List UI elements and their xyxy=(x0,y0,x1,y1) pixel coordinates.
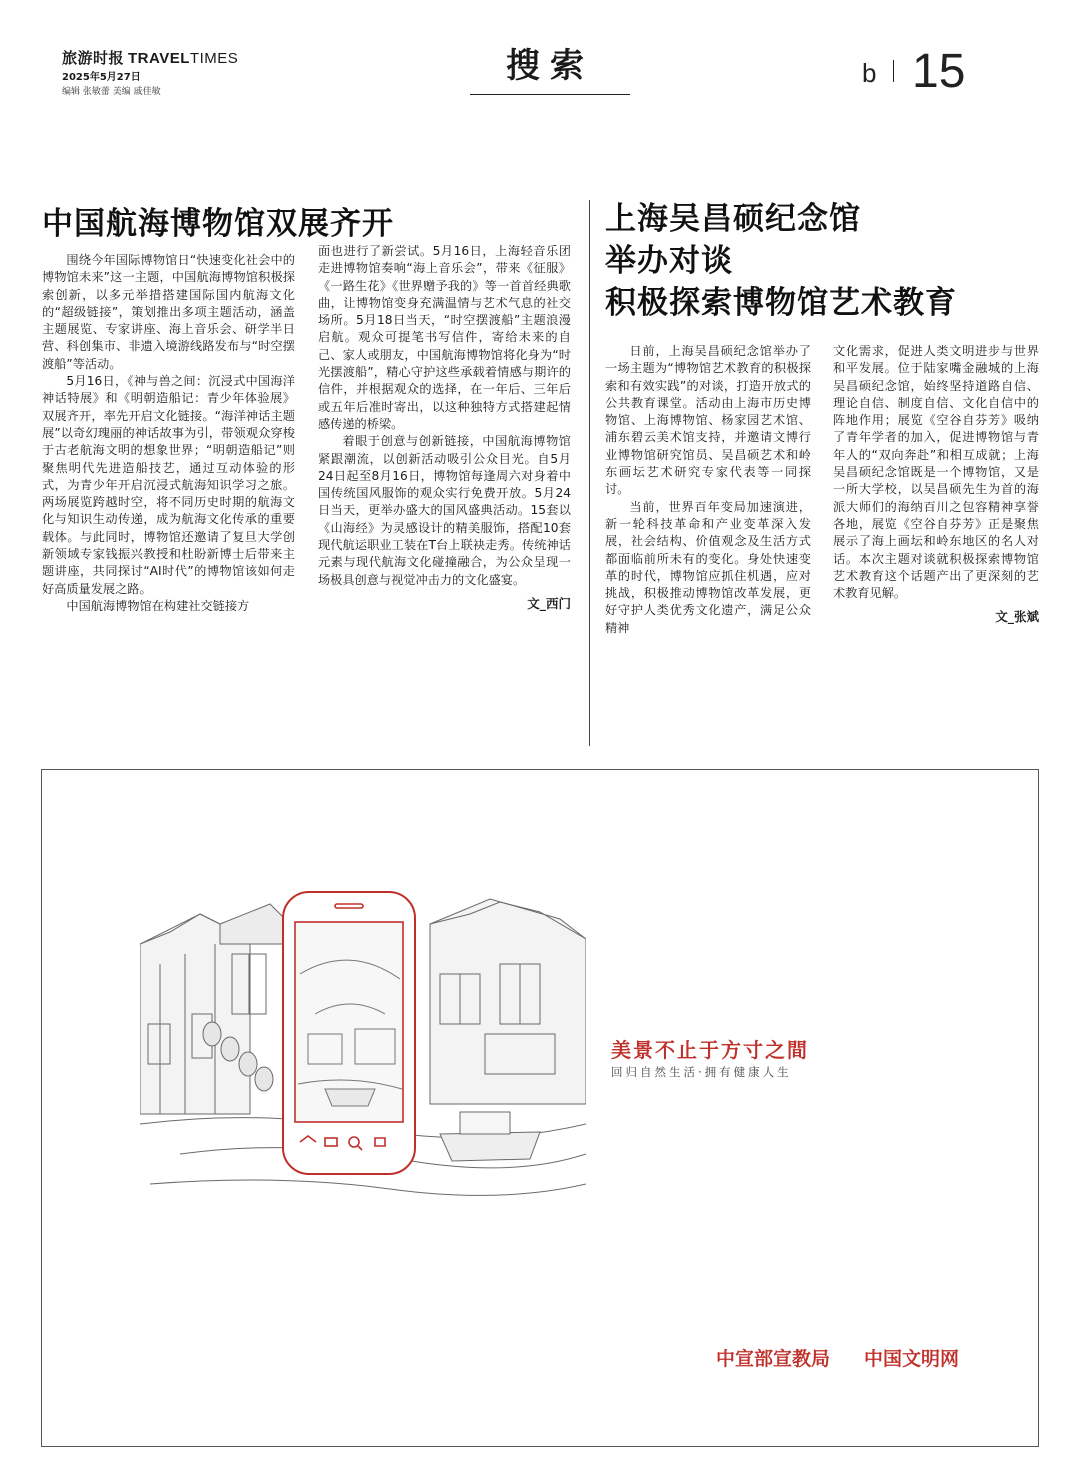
ad-subslogan: 回归自然生活·拥有健康人生 xyxy=(611,1065,792,1079)
article2-column-2 xyxy=(833,343,1039,626)
article2-paragraph: 当前，世界百年变局加速演进，新一轮科技革命和产业变革深入发展，社会结构、价值观念及生活方式都面临前所未有的变化。身处快速变革的时代，博物馆应抓住机遇，应对挑战，积极推动博物馆改革发展，更好守护人类优秀文化遗产，满足公众精神 xyxy=(605,499,811,635)
article1-byline: 文_西门 xyxy=(527,595,571,611)
article2-column-1 xyxy=(605,343,811,637)
brand-en-bold: TRAVEL xyxy=(128,50,190,67)
article2-byline: 文_张斌 xyxy=(995,609,1039,625)
article1-paragraph: 中国航海博物馆在构建社交链接方 xyxy=(66,598,250,613)
article2-paragraph: 日前，上海吴昌硕纪念馆举办了一场主题为“博物馆艺术教育的积极探索和有效实践”的对谈，打造开放式的公共教育课堂。活动由上海市历史博物馆、上海博物馆、杨家园艺术馆、浦东碧云美术馆支持，并邀请文博行业博物馆研究馆员、吴昌硕艺术和岭东画坛艺术研究专家代表等一同探讨。 xyxy=(605,344,811,497)
article1-paragraph: 着眼于创意与创新链接，中国航海博物馆紧跟潮流，以创新活动吸引公众目光。自5月24日起至8月16日，博物馆每逢周六对身着中国传统国风服饰的观众实行免费开放。5月24日当天，更举办盛大的国风盛典活动。15套以《山海经》为灵感设计的精美服饰，搭配10套现代航运职业工装在T台上联袂走秀。传统神话元素与现代航海文化碰撞融合，为公众呈现一场极具创意与视觉冲击力的文化盛宴。 xyxy=(318,434,571,587)
column-divider xyxy=(589,200,590,746)
ad-sponsor: 中宣部宣教局 xyxy=(716,1348,831,1370)
ad-slogan: 美景不止于方寸之間 xyxy=(611,1038,809,1062)
editors-credit: 编辑 张敏蕾 美编 戚佳敏 xyxy=(62,87,161,97)
article2-headline-line: 举办对谈 xyxy=(605,243,733,279)
article2-headline-line: 上海吴昌硕纪念馆 xyxy=(605,201,861,237)
edition-separator xyxy=(893,60,894,82)
ad-illustration xyxy=(140,884,586,1220)
ad-sponsor: 中国文明网 xyxy=(864,1348,960,1370)
article2-paragraph-continued: 文化需求，促进人类文明进步与世界和平发展。位于陆家嘴金融城的上海吴昌硕纪念馆，始终坚持道路自信、理论自信、制度自信、文化自信中的阵地作用；展览《空谷自芬芳》吸纳了青年学者的加入，促进博物馆与青年人的“双向奔赴”和相互成就；上海吴昌硕纪念馆既是一个博物馆，又是一所大学校，以吴昌硕先生为首的海派大师们的海纳百川之包容精神享誉各地，展览《空谷自芬芳》正是聚焦展示了海上画坛和岭东地区的名人对话。本次主题对谈就积极探索博物馆艺术教育这个话题产出了更深刻的艺术教育见解。 xyxy=(833,344,1039,601)
section-title: 搜索 xyxy=(470,40,630,95)
article1-paragraph: 5月16日，《神与兽之间：沉浸式中国海洋神话特展》和《明朝造船记：青少年体验展》双展齐开，率先开启文化链接。“海洋神话主题展”以奇幻瑰丽的神话故事为引，带领观众穿梭于古老航海文明的想象世界；“明朝造船记”则聚焦明代先进造船技艺，通过互动体验的形式，为青少年开启沉浸式航海知识学习之旅。两场展览跨越时空，将不同历史时期的航海文化与知识生动传递，成为航海文化传承的重要载体。与此同时，博物馆还邀请了复旦大学创新领域专家钱振兴教授和杜盼新博士后带来主题讲座，共同探讨“AI时代”的博物馆该如何走好高质量发展之路。 xyxy=(42,374,295,596)
edition-letter: b xyxy=(862,58,877,88)
article1-headline: 中国航海博物馆双展齐开 xyxy=(42,206,394,242)
brand-cn: 旅游时报 xyxy=(62,49,125,67)
article1-column-2 xyxy=(318,243,571,612)
newspaper-brand xyxy=(62,47,238,68)
article2-headline-line: 积极探索博物馆艺术教育 xyxy=(605,285,957,321)
publication-date: 2025年5月27日 xyxy=(62,72,141,83)
page-number: 15 xyxy=(912,45,966,98)
brand-en-light: TIMES xyxy=(189,50,239,67)
article1-paragraph: 围绕今年国际博物馆日“快速变化社会中的博物馆未来”这一主题，中国航海博物馆积极探索创新，以多元举措搭建国际国内航海文化的“超级链接”，策划推出多项主题活动，涵盖主题展览、专家讲座、海上音乐会、研学半日营、科创集市、非遗入境游线路发布与“时空摆渡船”等活动。 xyxy=(42,253,295,371)
article2-headline xyxy=(605,198,957,324)
article1-column-1 xyxy=(42,252,295,615)
article1-paragraph-continued: 面也进行了新尝试。5月16日，上海轻音乐团走进博物馆奏响“海上音乐会”，带来《征服》《一路生花》《世界赠予我的》等一首首经典歌曲，让博物馆变身充满温情与艺术气息的社交场所。5月18日当天，“时空摆渡船”主题浪漫启航。观众可提笔书写信件，寄给未来的自己、家人或朋友，中国航海博物馆将化身为“时光摆渡船”，精心守护这些承载着情感与期许的信件，并根据观众的选择，在一年后、三年后或五年后准时寄出，以这种独特方式搭建起情感传递的桥梁。 xyxy=(318,244,571,431)
